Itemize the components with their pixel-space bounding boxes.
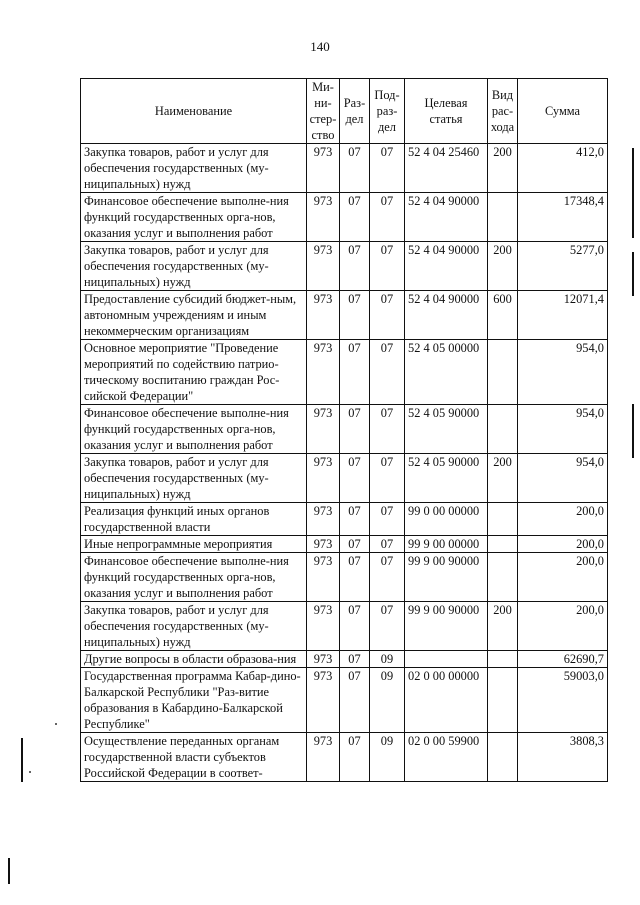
cell-sum: 200,0 bbox=[518, 602, 608, 651]
table-row bbox=[81, 405, 608, 454]
cell-name: Иные непрограммные мероприятия bbox=[81, 536, 307, 553]
cell-subsection: 07 bbox=[370, 291, 405, 340]
cell-target: 99 0 00 00000 bbox=[405, 503, 488, 536]
cell-ministry: 973 bbox=[307, 291, 340, 340]
cell-ministry: 973 bbox=[307, 733, 340, 782]
cell-ministry: 973 bbox=[307, 602, 340, 651]
scan-edge-mark bbox=[632, 148, 634, 238]
cell-subsection: 07 bbox=[370, 340, 405, 405]
cell-target: 02 0 00 00000 bbox=[405, 668, 488, 733]
cell-section: 07 bbox=[340, 193, 370, 242]
table-row bbox=[81, 602, 608, 651]
scan-edge-mark bbox=[21, 738, 23, 782]
header-sum: Сумма bbox=[518, 79, 608, 144]
budget-table bbox=[80, 78, 608, 782]
cell-kind bbox=[488, 193, 518, 242]
table-row bbox=[81, 291, 608, 340]
cell-sum: 3808,3 bbox=[518, 733, 608, 782]
cell-ministry: 973 bbox=[307, 144, 340, 193]
table-header-row bbox=[81, 79, 608, 144]
header-kind-label: Вид рас- хода bbox=[490, 88, 515, 134]
cell-subsection: 07 bbox=[370, 144, 405, 193]
cell-sum: 954,0 bbox=[518, 454, 608, 503]
cell-name: Финансовое обеспечение выполне-ния функций государственных орга-нов, оказания услуг и выполнения работ bbox=[81, 405, 307, 454]
cell-kind bbox=[488, 553, 518, 602]
cell-kind bbox=[488, 668, 518, 733]
cell-kind bbox=[488, 536, 518, 553]
cell-kind bbox=[488, 340, 518, 405]
header-subsection-label: Под- раз- дел bbox=[374, 88, 400, 134]
cell-sum: 954,0 bbox=[518, 405, 608, 454]
cell-subsection: 07 bbox=[370, 536, 405, 553]
cell-subsection: 07 bbox=[370, 602, 405, 651]
cell-sum: 200,0 bbox=[518, 536, 608, 553]
cell-ministry: 973 bbox=[307, 668, 340, 733]
cell-section: 07 bbox=[340, 733, 370, 782]
cell-section: 07 bbox=[340, 340, 370, 405]
cell-name: Закупка товаров, работ и услуг для обеспечения государственных (му-ниципальных) нужд bbox=[81, 602, 307, 651]
cell-sum: 412,0 bbox=[518, 144, 608, 193]
cell-target: 99 9 00 00000 bbox=[405, 536, 488, 553]
cell-target: 52 4 05 90000 bbox=[405, 405, 488, 454]
table-row bbox=[81, 503, 608, 536]
scan-edge-mark bbox=[8, 858, 10, 884]
cell-name: Финансовое обеспечение выполне-ния функций государственных орга-нов, оказания услуг и выполнения работ bbox=[81, 193, 307, 242]
cell-section: 07 bbox=[340, 536, 370, 553]
cell-name: Предоставление субсидий бюджет-ным, автономным учреждениям и иным некоммерческим организациям bbox=[81, 291, 307, 340]
cell-name: Осуществление переданных органам государственной власти субъектов Российской Федерации в соответ- bbox=[81, 733, 307, 782]
table-row bbox=[81, 242, 608, 291]
cell-section: 07 bbox=[340, 291, 370, 340]
table-row bbox=[81, 733, 608, 782]
cell-section: 07 bbox=[340, 602, 370, 651]
cell-section: 07 bbox=[340, 668, 370, 733]
cell-ministry: 973 bbox=[307, 651, 340, 668]
cell-subsection: 09 bbox=[370, 651, 405, 668]
cell-kind: 200 bbox=[488, 602, 518, 651]
cell-subsection: 07 bbox=[370, 503, 405, 536]
cell-ministry: 973 bbox=[307, 536, 340, 553]
cell-name: Закупка товаров, работ и услуг для обеспечения государственных (му-ниципальных) нужд bbox=[81, 242, 307, 291]
table-row bbox=[81, 454, 608, 503]
cell-target: 52 4 04 90000 bbox=[405, 193, 488, 242]
cell-name: Финансовое обеспечение выполне-ния функций государственных орга-нов, оказания услуг и выполнения работ bbox=[81, 553, 307, 602]
cell-name: Государственная программа Кабар-дино-Балкарской Республики "Раз-витие образования в Кабардино-Балкарской Республике" bbox=[81, 668, 307, 733]
cell-target: 52 4 05 00000 bbox=[405, 340, 488, 405]
cell-ministry: 973 bbox=[307, 553, 340, 602]
scan-speck bbox=[29, 771, 31, 773]
cell-sum: 5277,0 bbox=[518, 242, 608, 291]
cell-ministry: 973 bbox=[307, 340, 340, 405]
cell-target bbox=[405, 651, 488, 668]
table-row bbox=[81, 144, 608, 193]
scan-edge-mark bbox=[632, 404, 634, 458]
cell-sum: 200,0 bbox=[518, 503, 608, 536]
cell-sum: 62690,7 bbox=[518, 651, 608, 668]
cell-kind bbox=[488, 651, 518, 668]
cell-subsection: 07 bbox=[370, 242, 405, 291]
cell-section: 07 bbox=[340, 503, 370, 536]
cell-ministry: 973 bbox=[307, 503, 340, 536]
cell-kind: 200 bbox=[488, 144, 518, 193]
cell-name: Основное мероприятие "Проведение мероприятий по содействию патрио-тическому воспитанию граждан Рос-сийской Федерации" bbox=[81, 340, 307, 405]
table-row bbox=[81, 668, 608, 733]
header-ministry bbox=[307, 79, 340, 144]
scan-edge-mark bbox=[632, 252, 634, 296]
cell-section: 07 bbox=[340, 405, 370, 454]
cell-kind bbox=[488, 733, 518, 782]
cell-target: 02 0 00 59900 bbox=[405, 733, 488, 782]
header-name: Наименование bbox=[81, 79, 307, 144]
cell-sum: 59003,0 bbox=[518, 668, 608, 733]
cell-kind: 200 bbox=[488, 454, 518, 503]
header-ministry-label: Ми- ни- стер- ство bbox=[309, 80, 337, 142]
header-section-label: Раз- дел bbox=[343, 96, 366, 126]
header-target-label: Целевая статья bbox=[424, 96, 468, 126]
table-row bbox=[81, 651, 608, 668]
cell-target: 99 9 00 90000 bbox=[405, 553, 488, 602]
header-kind bbox=[488, 79, 518, 144]
cell-sum: 17348,4 bbox=[518, 193, 608, 242]
cell-section: 07 bbox=[340, 144, 370, 193]
cell-ministry: 973 bbox=[307, 454, 340, 503]
cell-subsection: 07 bbox=[370, 553, 405, 602]
table-row bbox=[81, 536, 608, 553]
cell-subsection: 09 bbox=[370, 668, 405, 733]
cell-subsection: 07 bbox=[370, 193, 405, 242]
cell-target: 52 4 04 25460 bbox=[405, 144, 488, 193]
cell-target: 52 4 04 90000 bbox=[405, 291, 488, 340]
cell-ministry: 973 bbox=[307, 193, 340, 242]
cell-sum: 200,0 bbox=[518, 553, 608, 602]
cell-ministry: 973 bbox=[307, 405, 340, 454]
table-row bbox=[81, 340, 608, 405]
header-section bbox=[340, 79, 370, 144]
cell-target: 52 4 04 90000 bbox=[405, 242, 488, 291]
cell-target: 52 4 05 90000 bbox=[405, 454, 488, 503]
header-target bbox=[405, 79, 488, 144]
cell-kind bbox=[488, 503, 518, 536]
cell-name: Другие вопросы в области образова-ния bbox=[81, 651, 307, 668]
cell-kind bbox=[488, 405, 518, 454]
cell-name: Закупка товаров, работ и услуг для обеспечения государственных (му-ниципальных) нужд bbox=[81, 144, 307, 193]
cell-section: 07 bbox=[340, 454, 370, 503]
cell-subsection: 07 bbox=[370, 454, 405, 503]
cell-sum: 12071,4 bbox=[518, 291, 608, 340]
scan-speck bbox=[55, 723, 57, 725]
page-number: 140 bbox=[310, 39, 330, 54]
table-row bbox=[81, 553, 608, 602]
cell-sum: 954,0 bbox=[518, 340, 608, 405]
cell-ministry: 973 bbox=[307, 242, 340, 291]
cell-name: Закупка товаров, работ и услуг для обеспечения государственных (му-ниципальных) нужд bbox=[81, 454, 307, 503]
cell-kind: 600 bbox=[488, 291, 518, 340]
cell-target: 99 9 00 90000 bbox=[405, 602, 488, 651]
cell-name: Реализация функций иных органов государственной власти bbox=[81, 503, 307, 536]
table-row bbox=[81, 193, 608, 242]
cell-section: 07 bbox=[340, 651, 370, 668]
cell-subsection: 09 bbox=[370, 733, 405, 782]
cell-section: 07 bbox=[340, 242, 370, 291]
cell-section: 07 bbox=[340, 553, 370, 602]
header-subsection bbox=[370, 79, 405, 144]
cell-subsection: 07 bbox=[370, 405, 405, 454]
cell-kind: 200 bbox=[488, 242, 518, 291]
